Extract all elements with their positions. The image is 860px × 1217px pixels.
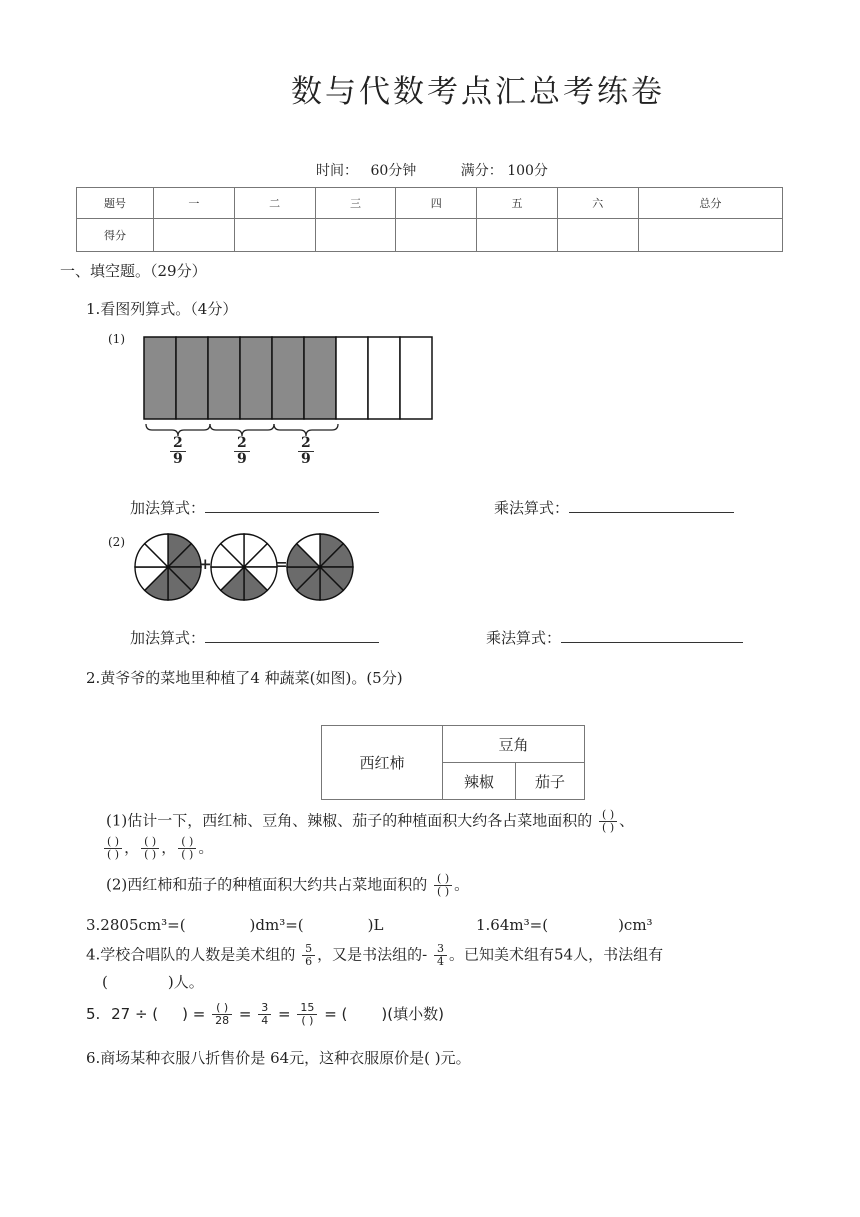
q1-part2-label: (2) [108, 535, 125, 549]
answer-fraction[interactable] [141, 836, 159, 861]
score-cell[interactable] [638, 219, 782, 252]
header-cell: 一 [154, 188, 235, 219]
q4-open: ( [102, 973, 108, 991]
q6-text: 6.商场某种衣服八折售价是 64元，这种衣服原价是( )元。 [86, 1049, 471, 1067]
frac-den: ( ) [107, 848, 120, 861]
brace-fraction [170, 436, 186, 467]
answer-fraction[interactable] [599, 809, 617, 834]
q3-row-b [476, 916, 653, 934]
mul-label: 乘法算式： [486, 629, 562, 647]
circle-fractions-figure [132, 528, 358, 606]
q1-mul-row-2 [486, 627, 743, 648]
frac-num: ( ) [178, 836, 196, 849]
q2-p1-line2 [102, 836, 213, 861]
q4-line1 [86, 943, 663, 968]
plot-beans: 豆角 [443, 726, 585, 763]
frac-num: ( ) [599, 809, 617, 822]
add-answer-blank[interactable] [205, 642, 379, 643]
time-value: 60分钟 [370, 163, 417, 179]
score-cell[interactable] [234, 219, 315, 252]
q1-add-row [130, 497, 379, 518]
q2-p1-end: 。 [198, 838, 214, 857]
strip-cells [144, 337, 432, 419]
q4-line2 [102, 971, 204, 992]
q5-row [86, 1002, 444, 1027]
q5-expr1: 27 ÷ ( [111, 1005, 159, 1023]
score-cell[interactable] [154, 219, 235, 252]
q4-text2: ，又是书法组的 [317, 945, 423, 964]
q3-b2: )cm³ [618, 916, 653, 934]
q3-b: 1.64m³=( [476, 916, 549, 934]
q1-mul-row [494, 497, 734, 518]
plot-tomato: 西红柿 [322, 726, 443, 800]
q1-part1-label: (1) [108, 332, 125, 346]
header-cell: 五 [477, 188, 558, 219]
q5-eq2: = [278, 1005, 291, 1023]
add-answer-blank[interactable] [205, 512, 379, 513]
brace-fraction [234, 436, 250, 467]
frac-den: ( ) [437, 885, 450, 898]
score-label: 满分： [460, 163, 503, 179]
fraction-circle [135, 534, 201, 600]
q5-lead: 5. [86, 1005, 101, 1023]
score-cell[interactable] [396, 219, 477, 252]
separator: ， [124, 838, 140, 857]
q2-p1-tail: 、 [619, 811, 635, 830]
header-cell: 六 [557, 188, 638, 219]
score-cell[interactable] [477, 219, 558, 252]
q5-eq3: = ( [324, 1005, 348, 1023]
frac-den: 4 [261, 1014, 269, 1027]
header-cell: 题号 [77, 188, 154, 219]
frac-num: 2 [234, 436, 250, 452]
q5-expr2: ) = [182, 1005, 206, 1023]
fraction-five-sixths [302, 943, 315, 968]
frac-den: 9 [237, 451, 247, 467]
separator: ， [161, 838, 177, 857]
q3-a2: )dm³=( [249, 916, 304, 934]
header-cell: 二 [234, 188, 315, 219]
q4-text3: 。已知美术组有54人，书法组有 [448, 945, 664, 964]
page-title: 数与代数考点汇总考练卷 [291, 74, 665, 110]
equals-sign: = [275, 555, 288, 573]
vegetable-plot-table [321, 725, 585, 800]
answer-fraction[interactable] [104, 836, 122, 861]
exam-meta [316, 160, 548, 180]
fraction-three-quarters [258, 1002, 271, 1027]
q2-p2 [106, 873, 469, 898]
q5-eq1: = [238, 1005, 252, 1023]
fraction-fifteen-over[interactable] [297, 1002, 317, 1027]
frac-den: ( ) [602, 821, 615, 834]
frac-num: 15 [297, 1002, 317, 1015]
frac-den: 28 [215, 1014, 230, 1027]
answer-fraction[interactable] [178, 836, 196, 861]
frac-den: 4 [436, 955, 444, 968]
q4-text1: 4.学校合唱队的人数是美术组的 [86, 945, 296, 964]
frac-num: ( ) [104, 836, 122, 849]
q2-p2-text: (2)西红柿和茄子的种植面积大约共占菜地面积的 [106, 875, 428, 894]
frac-num: ( ) [141, 836, 159, 849]
score-cell[interactable] [315, 219, 396, 252]
frac-den: ( ) [301, 1014, 314, 1027]
fraction-over-28[interactable] [212, 1002, 232, 1027]
frac-den: 6 [305, 955, 313, 968]
score-table-row [77, 219, 783, 252]
fraction-circle [287, 534, 353, 600]
q3-a3: )L [367, 916, 384, 934]
frac-num: 2 [298, 436, 314, 452]
q5-tail: )(填小数) [381, 1005, 444, 1023]
frac-num: ( ) [434, 873, 452, 886]
mul-answer-blank[interactable] [561, 642, 743, 643]
add-label: 加法算式： [130, 499, 206, 517]
q2-p1-text: (1)估计一下，西红柿、豆角、辣椒、茄子的种植面积大约各占菜地面积的 [106, 811, 593, 830]
fraction-three-quarters [434, 943, 447, 968]
frac-num: ( ) [212, 1002, 232, 1015]
q2-p1-line1 [106, 809, 634, 834]
q2-p2-end: 。 [454, 875, 470, 894]
frac-num: 3 [434, 943, 447, 956]
frac-num: 2 [170, 436, 186, 452]
brace-fraction [298, 436, 314, 467]
header-cell: 三 [315, 188, 396, 219]
frac-den: 9 [301, 451, 311, 467]
score-cell[interactable] [557, 219, 638, 252]
frac-num: 5 [302, 943, 315, 956]
plot-eggplant: 茄子 [516, 763, 585, 800]
minus-sign: - [422, 945, 428, 964]
frac-den: 9 [173, 451, 183, 467]
time-label: 时间： [316, 163, 358, 179]
frac-den: ( ) [181, 848, 194, 861]
score-table-header [77, 188, 783, 219]
row-label: 得分 [77, 219, 154, 252]
score-table [76, 187, 783, 252]
mul-answer-blank[interactable] [569, 512, 734, 513]
section-heading: 一、填空题。（29分） [60, 262, 207, 280]
q1-add-row-2 [130, 627, 379, 648]
frac-num: 3 [258, 1002, 271, 1015]
header-cell: 四 [396, 188, 477, 219]
q4-close: )人。 [167, 973, 204, 991]
q1-text: 1.看图列算式。（4分） [86, 300, 238, 318]
answer-fraction[interactable] [434, 873, 452, 898]
header-cell: 总分 [638, 188, 782, 219]
frac-den: ( ) [144, 848, 157, 861]
q3-a: 3.2805cm³=( [86, 916, 186, 934]
plot-pepper: 辣椒 [443, 763, 516, 800]
add-label: 加法算式： [130, 629, 206, 647]
score-value: 100分 [507, 163, 548, 179]
q2-text: 2.黄爷爷的菜地里种植了4 种蔬菜(如图)。(5分) [86, 669, 403, 687]
q3-row [86, 916, 384, 934]
fraction-circle [211, 534, 277, 600]
plus-sign: + [199, 555, 212, 573]
mul-label: 乘法算式： [494, 499, 570, 517]
